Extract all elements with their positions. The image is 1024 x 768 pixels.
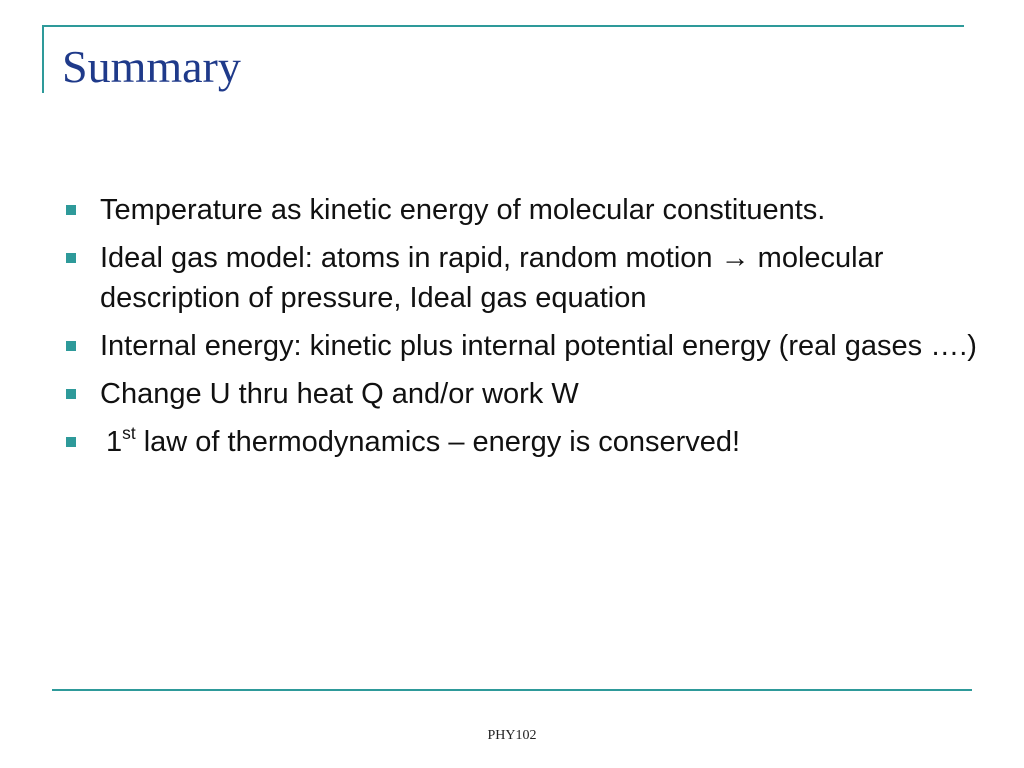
bullet-text: Change U thru heat Q and/or work W: [100, 378, 579, 410]
bullet-item: [64, 190, 984, 230]
bullet-item: [64, 374, 984, 414]
bullet-text: Ideal gas model: atoms in rapid, random motion: [100, 242, 713, 274]
bullet-text-continued: molecular description of pressure, Ideal gas equation: [100, 242, 884, 314]
accent-vertical-line: [42, 25, 44, 93]
bullet-list: [64, 190, 984, 470]
ordinal-suffix: st: [122, 422, 136, 443]
square-bullet-icon: [66, 389, 76, 399]
bullet-text: Temperature as kinetic energy of molecular constituents.: [100, 194, 826, 226]
accent-top-line: [42, 25, 964, 27]
right-arrow-icon: →: [720, 242, 750, 274]
ordinal-number: 1: [106, 426, 123, 458]
square-bullet-icon: [66, 253, 76, 263]
bullet-item: [64, 326, 984, 366]
footer-text: PHY102: [487, 728, 537, 743]
square-bullet-icon: [66, 341, 76, 351]
bullet-text: Internal energy: kinetic plus internal potential energy (real gases ….): [100, 330, 977, 362]
slide-title: Summary: [62, 41, 241, 92]
square-bullet-icon: [66, 437, 76, 447]
footer-divider: [52, 689, 972, 691]
bullet-text: law of thermodynamics – energy is conserved!: [143, 426, 741, 458]
bullet-item: [64, 422, 984, 462]
square-bullet-icon: [66, 205, 76, 215]
bullet-item: [64, 238, 984, 318]
